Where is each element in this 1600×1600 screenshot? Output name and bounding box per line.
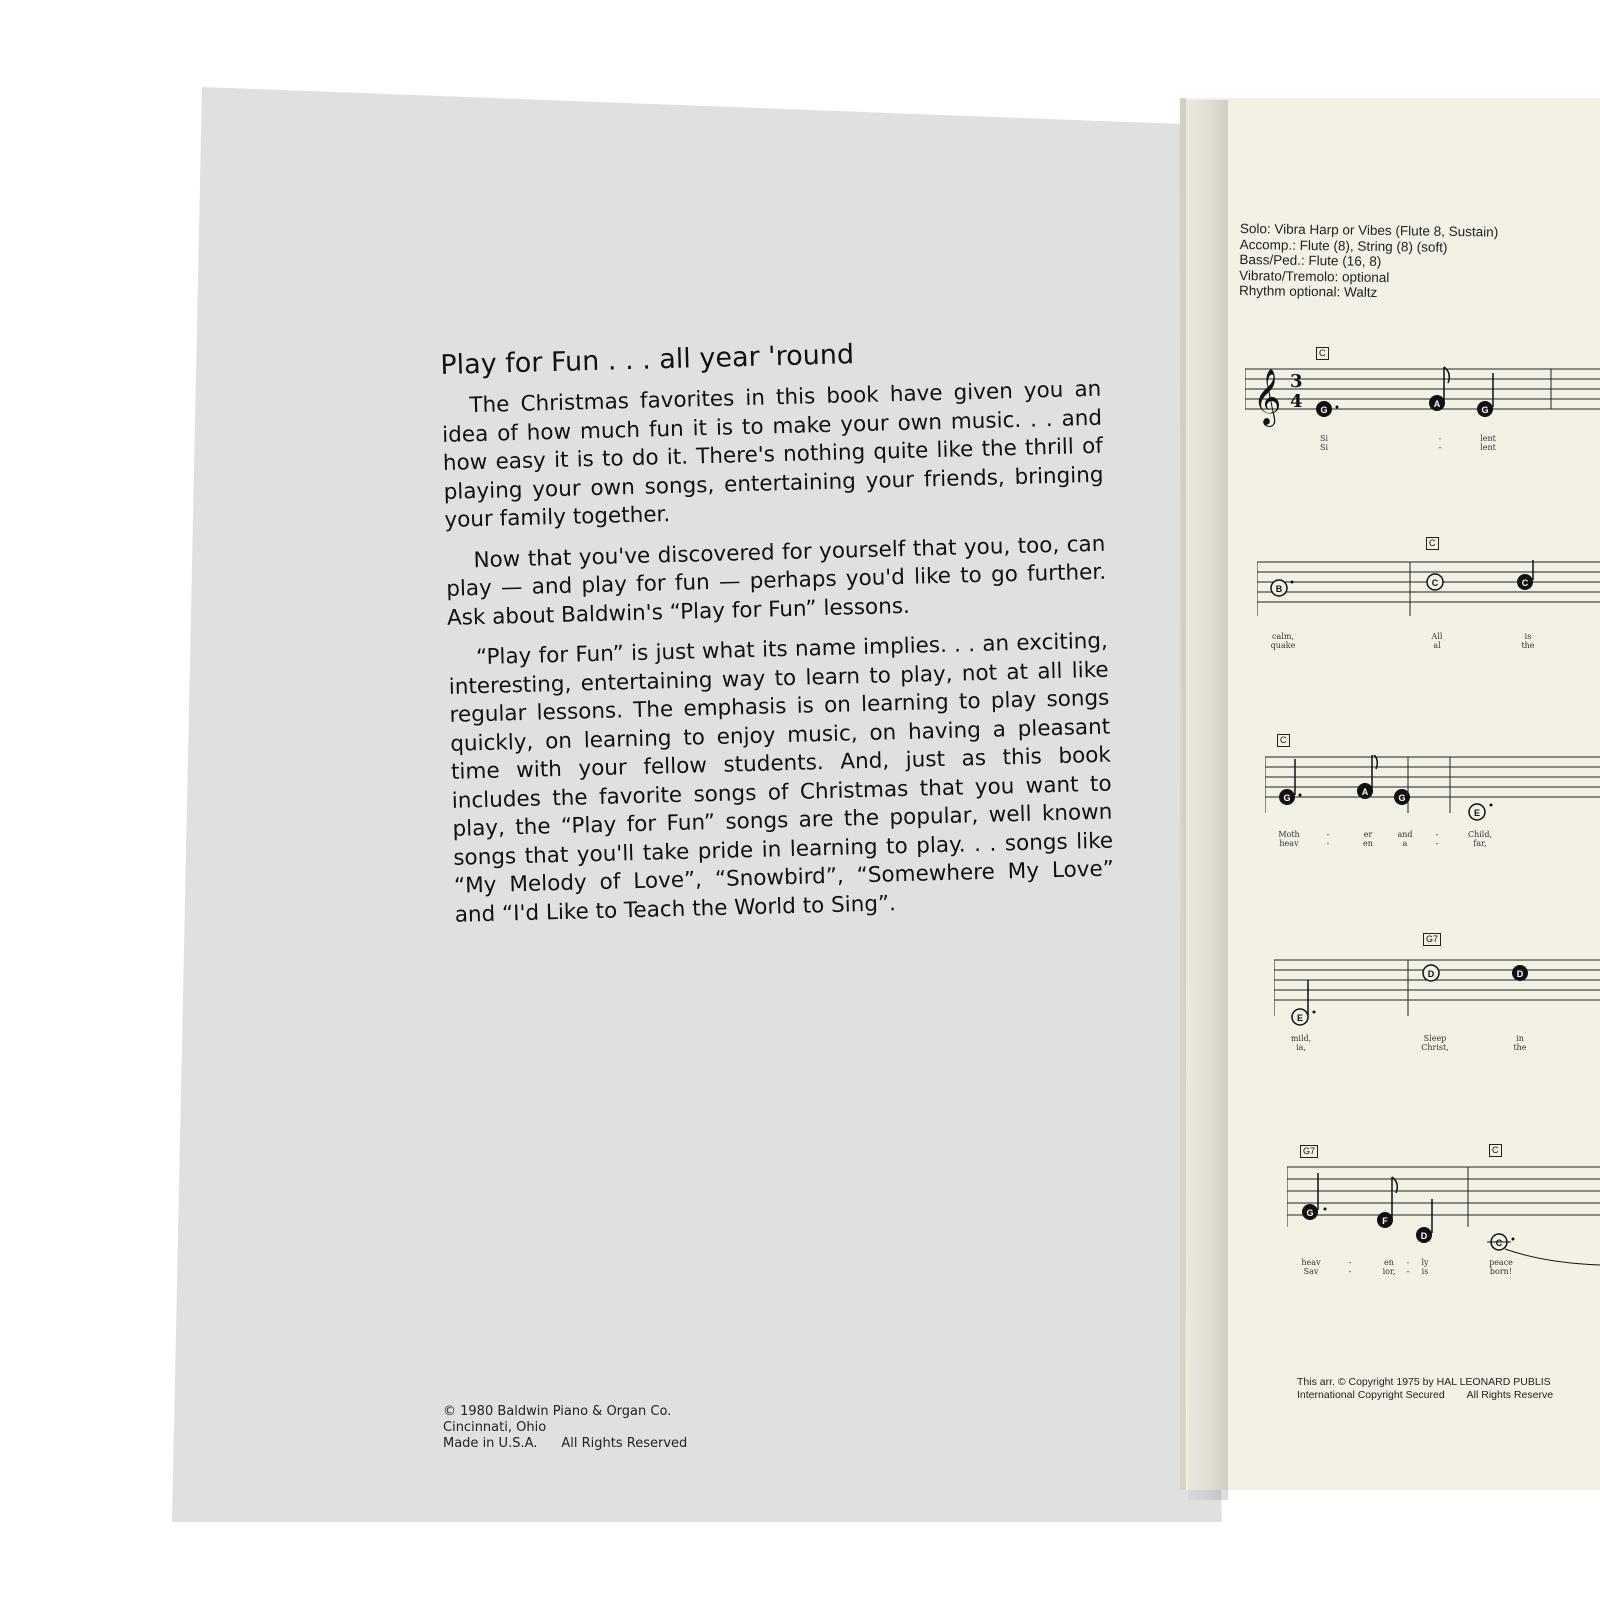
- lyric-syllable: mild, ia,: [1290, 1034, 1312, 1052]
- music-staff-5: [1287, 1165, 1600, 1275]
- note-g: [1477, 373, 1493, 417]
- made-in-line: [443, 1436, 687, 1452]
- article: [440, 333, 1115, 942]
- note-d: [1512, 965, 1528, 981]
- note-d: [1416, 1199, 1432, 1243]
- svg-text:G: G: [1320, 405, 1328, 415]
- paragraph-3: “Play for Fun” is just what its name implies. . . an exciting, interesting, entertaining way to learn to play, not at all like regular lessons. The emphasis is on learning to play songs quickly, on learning to enjoy music, on having a pleasant time with your fellow students. And, just as this book includes the favorite songs of Christmas that you want to play, the “Play for Fun” songs are the popular, well known songs that you'll take pride in learning to play. . . songs like “My Melody of Love”, “Snowbird”, “Somewhere My Love” and “I'd Like to Teach the World to Sing”.: [448, 628, 1115, 928]
- note-c: [1517, 560, 1533, 590]
- lyric-syllable: ly is: [1421, 1258, 1429, 1276]
- note-d: [1423, 965, 1439, 981]
- lyric-syllable: calm, quake: [1270, 632, 1296, 650]
- lyric-syllable: Moth heav: [1278, 830, 1300, 848]
- chord-symbol: G7: [1423, 933, 1441, 946]
- lyric-syllable: Si Si: [1319, 434, 1329, 452]
- music-copyright: [1297, 1376, 1553, 1401]
- lyric-syllable: peace born!: [1489, 1258, 1513, 1276]
- registration-vibrato: Vibrato/Tremolo: optional: [1239, 267, 1390, 285]
- lyric-syllable: lent lent: [1480, 434, 1496, 452]
- svg-text:G: G: [1398, 793, 1406, 803]
- note-e: [1292, 980, 1316, 1025]
- chord-symbol: C: [1316, 347, 1329, 360]
- page-heading: Play for Fun . . . all year 'round: [440, 339, 855, 381]
- music-copyright-secured: International Copyright Secured All Rights Reserve: [1297, 1388, 1554, 1401]
- lyric-syllable: and a: [1397, 830, 1413, 848]
- note-c: [1427, 574, 1443, 590]
- svg-text:G: G: [1306, 1208, 1314, 1218]
- lyric-syllable: er en: [1363, 830, 1373, 848]
- music-staff-2: [1257, 560, 1600, 620]
- registration-accomp: Accomp.: Flute (8), String (8) (soft): [1239, 236, 1448, 255]
- registration-solo: Solo: Vibra Harp or Vibes (Flute 8, Sustain): [1239, 221, 1499, 240]
- svg-text:B: B: [1275, 584, 1283, 594]
- lyric-syllable: - -: [1435, 830, 1439, 848]
- copyright-block: [443, 1404, 687, 1452]
- svg-text:C: C: [1495, 1238, 1503, 1248]
- chord-symbol: C: [1489, 1144, 1502, 1157]
- svg-text:A: A: [1433, 399, 1441, 409]
- svg-text:C: C: [1521, 578, 1529, 588]
- lyric-syllable: is the: [1521, 632, 1535, 650]
- svg-text:F: F: [1382, 1216, 1388, 1226]
- note-g: [1394, 789, 1410, 805]
- music-staff-1: [1245, 365, 1600, 445]
- svg-text:E: E: [1473, 808, 1481, 818]
- chord-symbol: C: [1277, 734, 1290, 747]
- svg-text:D: D: [1420, 1231, 1428, 1241]
- lyric-syllable: Sleep Christ,: [1421, 1034, 1449, 1052]
- location-line: Cincinnati, Ohio: [443, 1420, 547, 1435]
- made-in-text: Made in U.S.A.: [443, 1436, 538, 1451]
- music-copyright-line: This arr. © Copyright 1975 by HAL LEONARD PUBLIS: [1297, 1376, 1551, 1388]
- note-e: [1469, 804, 1493, 821]
- svg-text:A: A: [1361, 787, 1369, 797]
- registration-rhythm: Rhythm optional: Waltz: [1238, 282, 1378, 300]
- paragraph-2: Now that you've discovered for yourself that you, too, can play — and play for fun — perhaps you'd like to go further. Ask about Baldwin's “Play for Fun” lessons.: [445, 531, 1107, 631]
- note-g: [1302, 1173, 1327, 1220]
- lyric-syllable: - -: [1326, 830, 1330, 848]
- time-signature-top: 3: [1290, 371, 1303, 392]
- svg-text:C: C: [1431, 578, 1439, 588]
- rights-text: All Rights Reserved: [561, 1436, 688, 1451]
- registration-block: [1239, 221, 1498, 302]
- lyric-syllable: - -: [1438, 434, 1442, 452]
- svg-text:D: D: [1516, 969, 1524, 979]
- svg-text:G: G: [1283, 793, 1291, 803]
- svg-text:E: E: [1296, 1013, 1304, 1023]
- lyric-syllable: All al: [1431, 632, 1443, 650]
- lyric-syllable: in the: [1513, 1034, 1527, 1052]
- copyright-line: © 1980 Baldwin Piano & Organ Co.: [443, 1404, 672, 1419]
- time-signature-bottom: 4: [1290, 391, 1303, 412]
- paragraph-1: The Christmas favorites in this book have given you an idea of how much fun it is to make your own music. . . and how easy it is to do it. There's nothing quite like the thrill of playing your own songs, entertaining your friends, bringing your family together.: [441, 376, 1104, 533]
- svg-text:𝄞: 𝄞: [1253, 369, 1282, 425]
- registration-bass: Bass/Ped.: Flute (16, 8): [1239, 251, 1382, 269]
- svg-text:G: G: [1481, 405, 1489, 415]
- lyric-syllable: Child, far,: [1467, 830, 1493, 848]
- lyric-syllable: heav Sav: [1301, 1258, 1321, 1276]
- note-g: [1279, 759, 1302, 805]
- music-staff-4: [1274, 958, 1600, 1028]
- lyric-syllable: - -: [1406, 1258, 1410, 1276]
- lyric-syllable: - -: [1348, 1258, 1352, 1276]
- svg-text:D: D: [1427, 969, 1435, 979]
- chord-symbol: C: [1426, 537, 1439, 550]
- lyric-syllable: en ior,: [1382, 1258, 1396, 1276]
- music-staff-3: [1265, 755, 1600, 825]
- chord-symbol: G7: [1300, 1145, 1318, 1158]
